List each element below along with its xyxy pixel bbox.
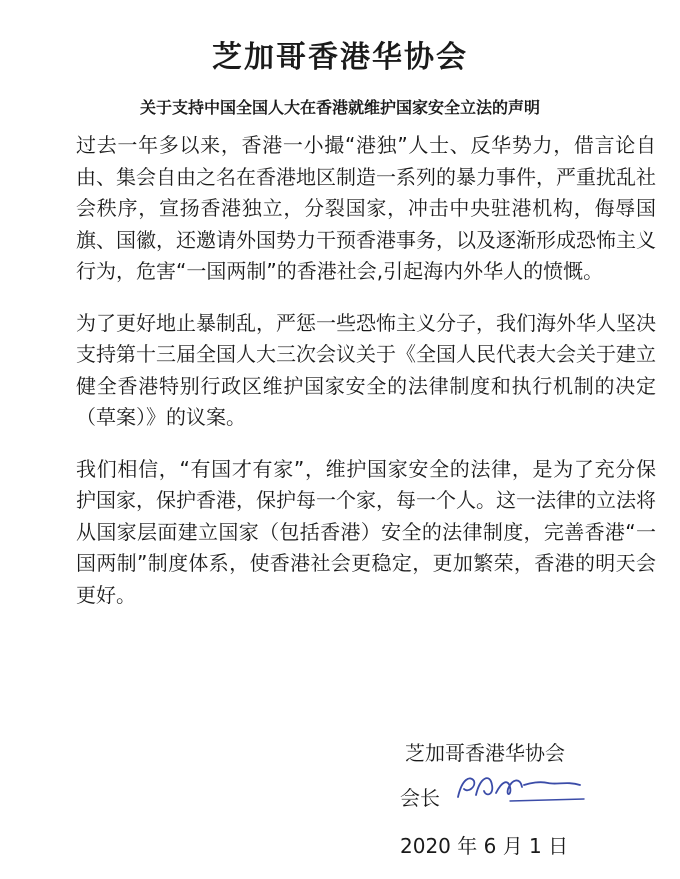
signature-role: 会长 [400, 786, 440, 810]
paragraph-3: 我们相信，“有国才有家”，维护国家安全的法律，是为了充分保护国家，保护香港，保护每一个家，每一个人。这一法律的立法将从国家层面建立国家（包括香港）安全的法律制度，完善香港“一国两制”制度体系，使香港社会更稳定，更加繁荣，香港的明天会更好。 [76, 456, 656, 607]
paragraph-1: 过去一年多以来，香港一小撮“港独”人士、反华势力，借言论自由、集会自由之名在香港地区制造一系列的暴力事件，严重扰乱社会秩序，宣扬香港独立，分裂国家，冲击中央驻港机构，侮辱国旗、国徽，还邀请外国势力干预香港事务，以及逐渐形成恐怖主义行为，危害“一国两制”的香港社会,引起海内外华人的愤慨。 [76, 133, 656, 283]
signature-date: 2020 年 6 月 1 日 [400, 834, 569, 858]
statement-body [76, 130, 656, 631]
signature-organization: 芝加哥香港华协会 [405, 741, 565, 765]
document-subtitle: 关于支持中国全国人大在香港就维护国家安全立法的声明 [139, 98, 540, 117]
paragraph-2: 为了更好地止暴制乱，严惩一些恐怖主义分子，我们海外华人坚决支持第十三届全国人大三次会议关于《全国人民代表大会关于建立健全香港特别行政区维护国家安全的法律制度和执行机制的决定（草案）》的议案。 [76, 310, 656, 429]
document-title: 芝加哥香港华协会 [212, 40, 468, 75]
signature-line [400, 782, 440, 811]
handwritten-signature [450, 767, 590, 807]
